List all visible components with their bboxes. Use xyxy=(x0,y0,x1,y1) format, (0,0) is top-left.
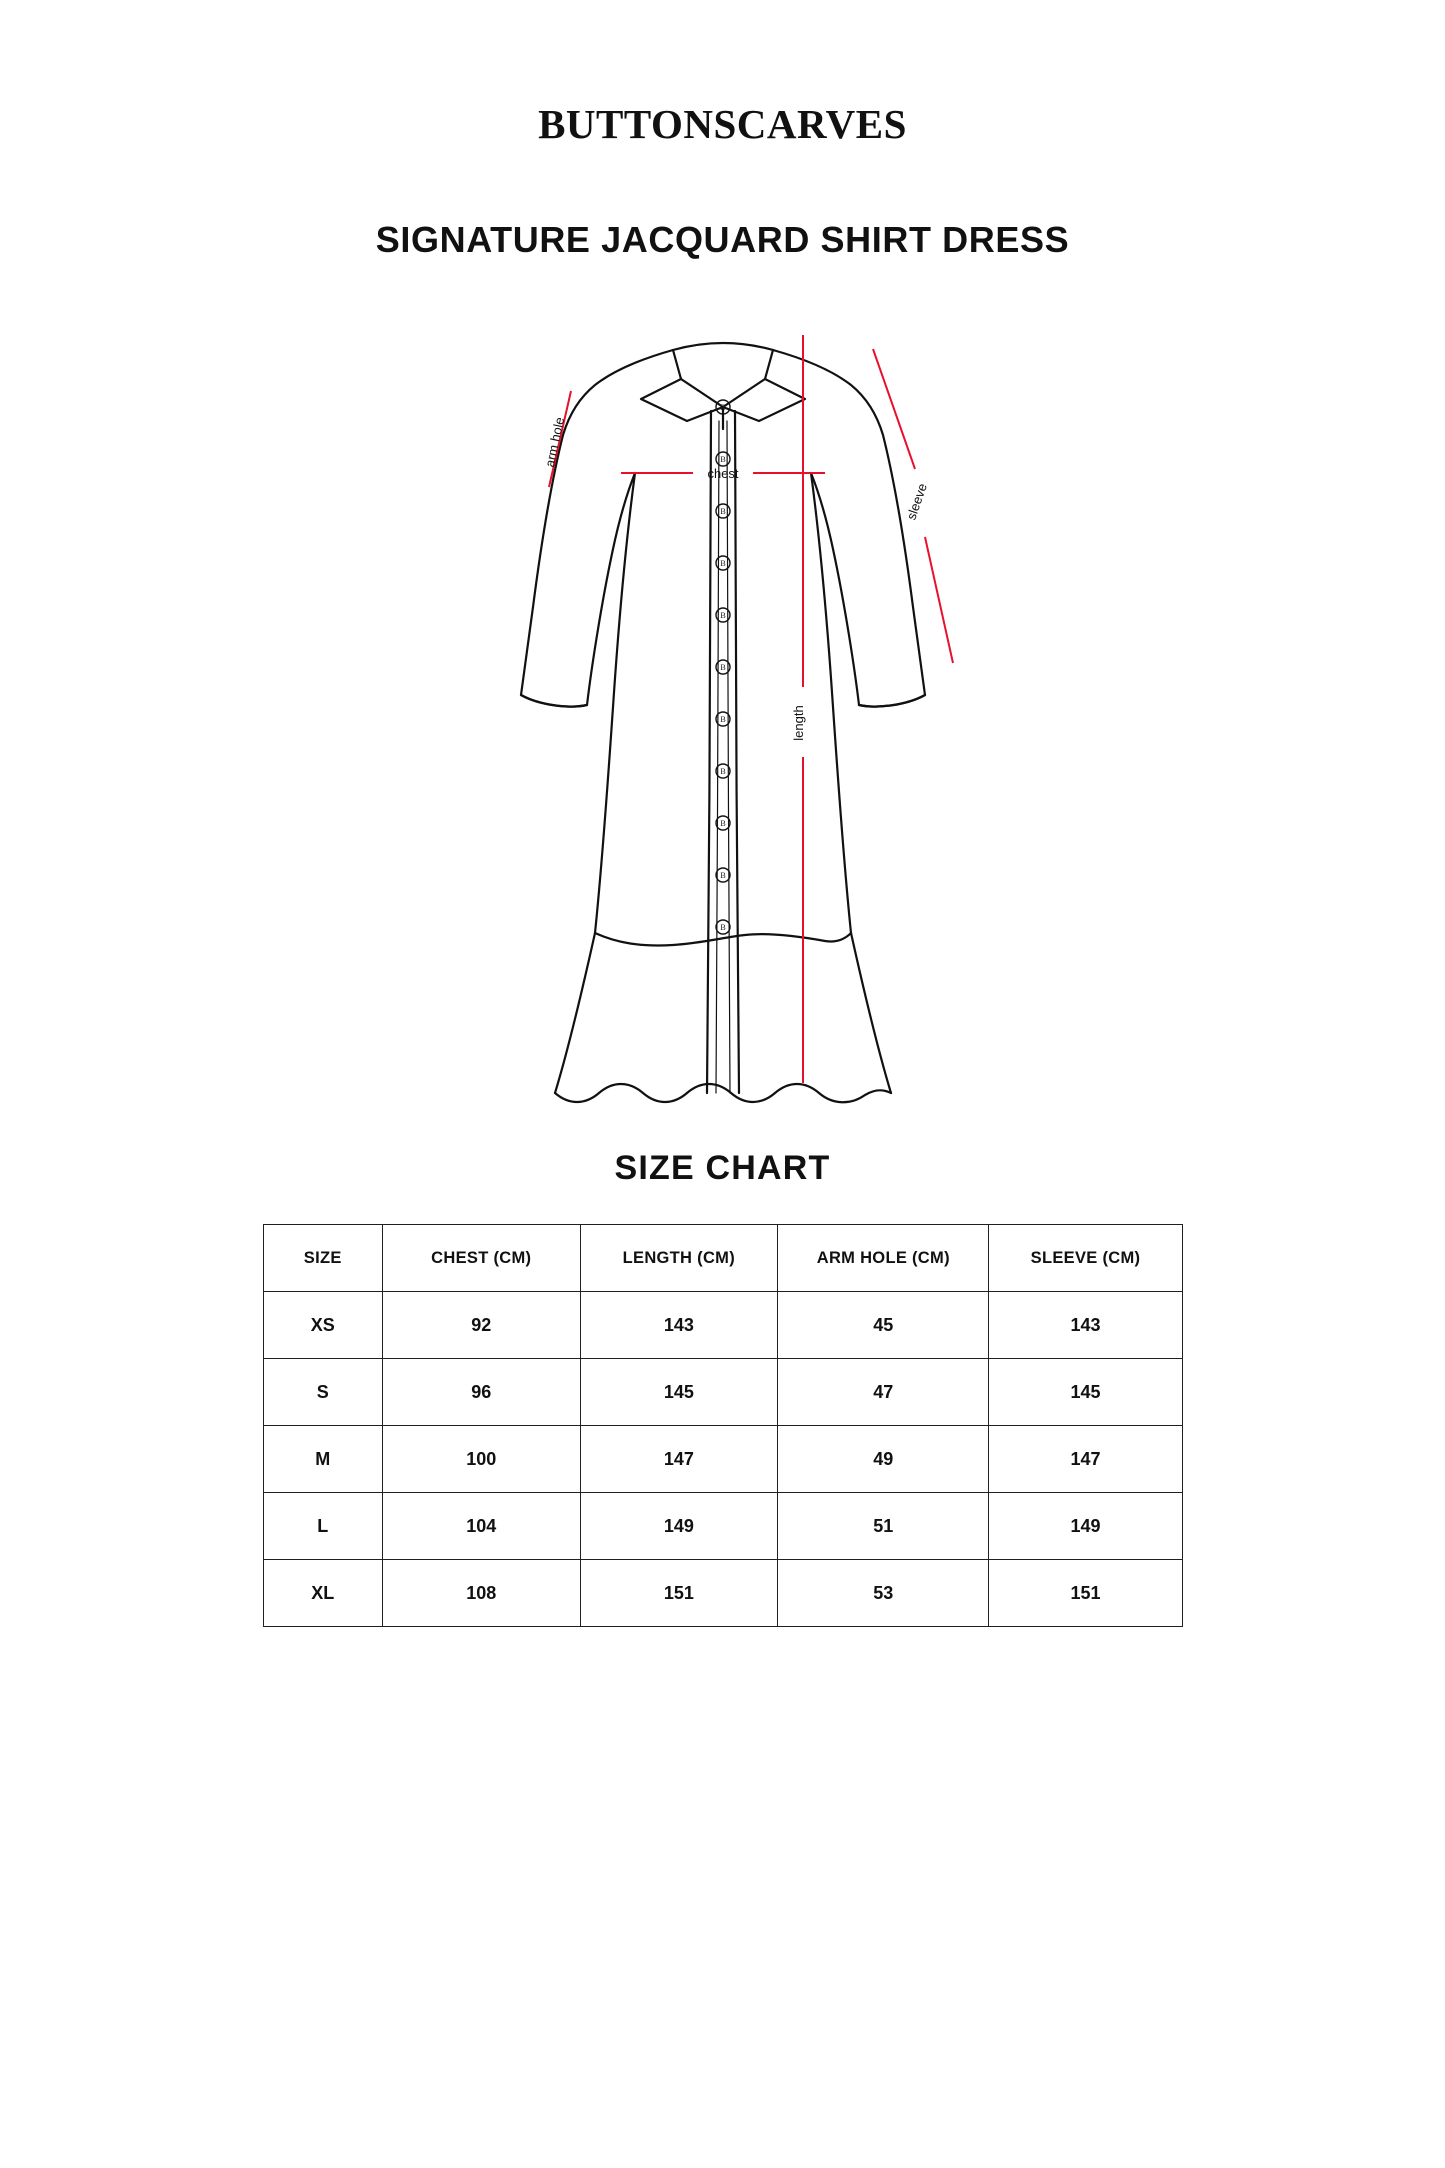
cell-arm-hole: 51 xyxy=(778,1493,989,1560)
cell-size: XS xyxy=(263,1292,382,1359)
table-row xyxy=(263,1359,1182,1426)
cell-arm-hole: 47 xyxy=(778,1359,989,1426)
svg-text:B: B xyxy=(719,507,726,516)
size-chart-table-wrap xyxy=(263,1224,1183,1627)
cell-size: L xyxy=(263,1493,382,1560)
cell-sleeve: 151 xyxy=(989,1560,1182,1627)
table-row xyxy=(263,1426,1182,1493)
cell-sleeve: 145 xyxy=(989,1359,1182,1426)
label-chest: chest xyxy=(706,466,739,481)
label-length: length xyxy=(790,705,806,741)
cell-length: 151 xyxy=(580,1560,778,1627)
cell-sleeve: 149 xyxy=(989,1493,1182,1560)
cell-arm-hole: 53 xyxy=(778,1560,989,1627)
cell-chest: 96 xyxy=(382,1359,580,1426)
column-header-sleeve: SLEEVE (CM) xyxy=(989,1225,1182,1292)
cell-size: S xyxy=(263,1359,382,1426)
page-title: SIGNATURE JACQUARD SHIRT DRESS xyxy=(375,219,1070,260)
size-chart-table xyxy=(263,1224,1183,1627)
svg-text:B: B xyxy=(719,611,726,620)
table-header-row xyxy=(263,1225,1182,1292)
cell-arm-hole: 45 xyxy=(778,1292,989,1359)
column-header-arm-hole: ARM HOLE (CM) xyxy=(778,1225,989,1292)
svg-text:B: B xyxy=(719,871,726,880)
cell-chest: 104 xyxy=(382,1493,580,1560)
table-row xyxy=(263,1560,1182,1627)
cell-size: M xyxy=(263,1426,382,1493)
cell-sleeve: 143 xyxy=(989,1292,1182,1359)
svg-text:B: B xyxy=(719,455,726,464)
svg-text:B: B xyxy=(719,819,726,828)
cell-length: 147 xyxy=(580,1426,778,1493)
cell-length: 143 xyxy=(580,1292,778,1359)
cell-chest: 108 xyxy=(382,1560,580,1627)
label-sleeve: sleeve xyxy=(903,481,930,522)
cell-size: XL xyxy=(263,1560,382,1627)
column-header-size: SIZE xyxy=(263,1225,382,1292)
cell-length: 149 xyxy=(580,1493,778,1560)
table-row xyxy=(263,1292,1182,1359)
svg-text:B: B xyxy=(719,767,726,776)
svg-text:B: B xyxy=(719,923,726,932)
svg-text:B: B xyxy=(719,663,726,672)
cell-arm-hole: 49 xyxy=(778,1426,989,1493)
cell-chest: 92 xyxy=(382,1292,580,1359)
garment-illustration xyxy=(373,287,1073,1107)
svg-text:B: B xyxy=(719,559,726,568)
svg-text:B: B xyxy=(719,715,726,724)
cell-chest: 100 xyxy=(382,1426,580,1493)
brand-logo: BUTTONSCARVES xyxy=(538,101,907,147)
column-header-chest: CHEST (CM) xyxy=(382,1225,580,1292)
column-header-length: LENGTH (CM) xyxy=(580,1225,778,1292)
cell-length: 145 xyxy=(580,1359,778,1426)
svg-text:B: B xyxy=(719,403,726,412)
cell-sleeve: 147 xyxy=(989,1426,1182,1493)
label-arm-hole: arm hole xyxy=(541,415,567,469)
table-row xyxy=(263,1493,1182,1560)
size-chart-heading: SIZE CHART xyxy=(614,1149,831,1187)
